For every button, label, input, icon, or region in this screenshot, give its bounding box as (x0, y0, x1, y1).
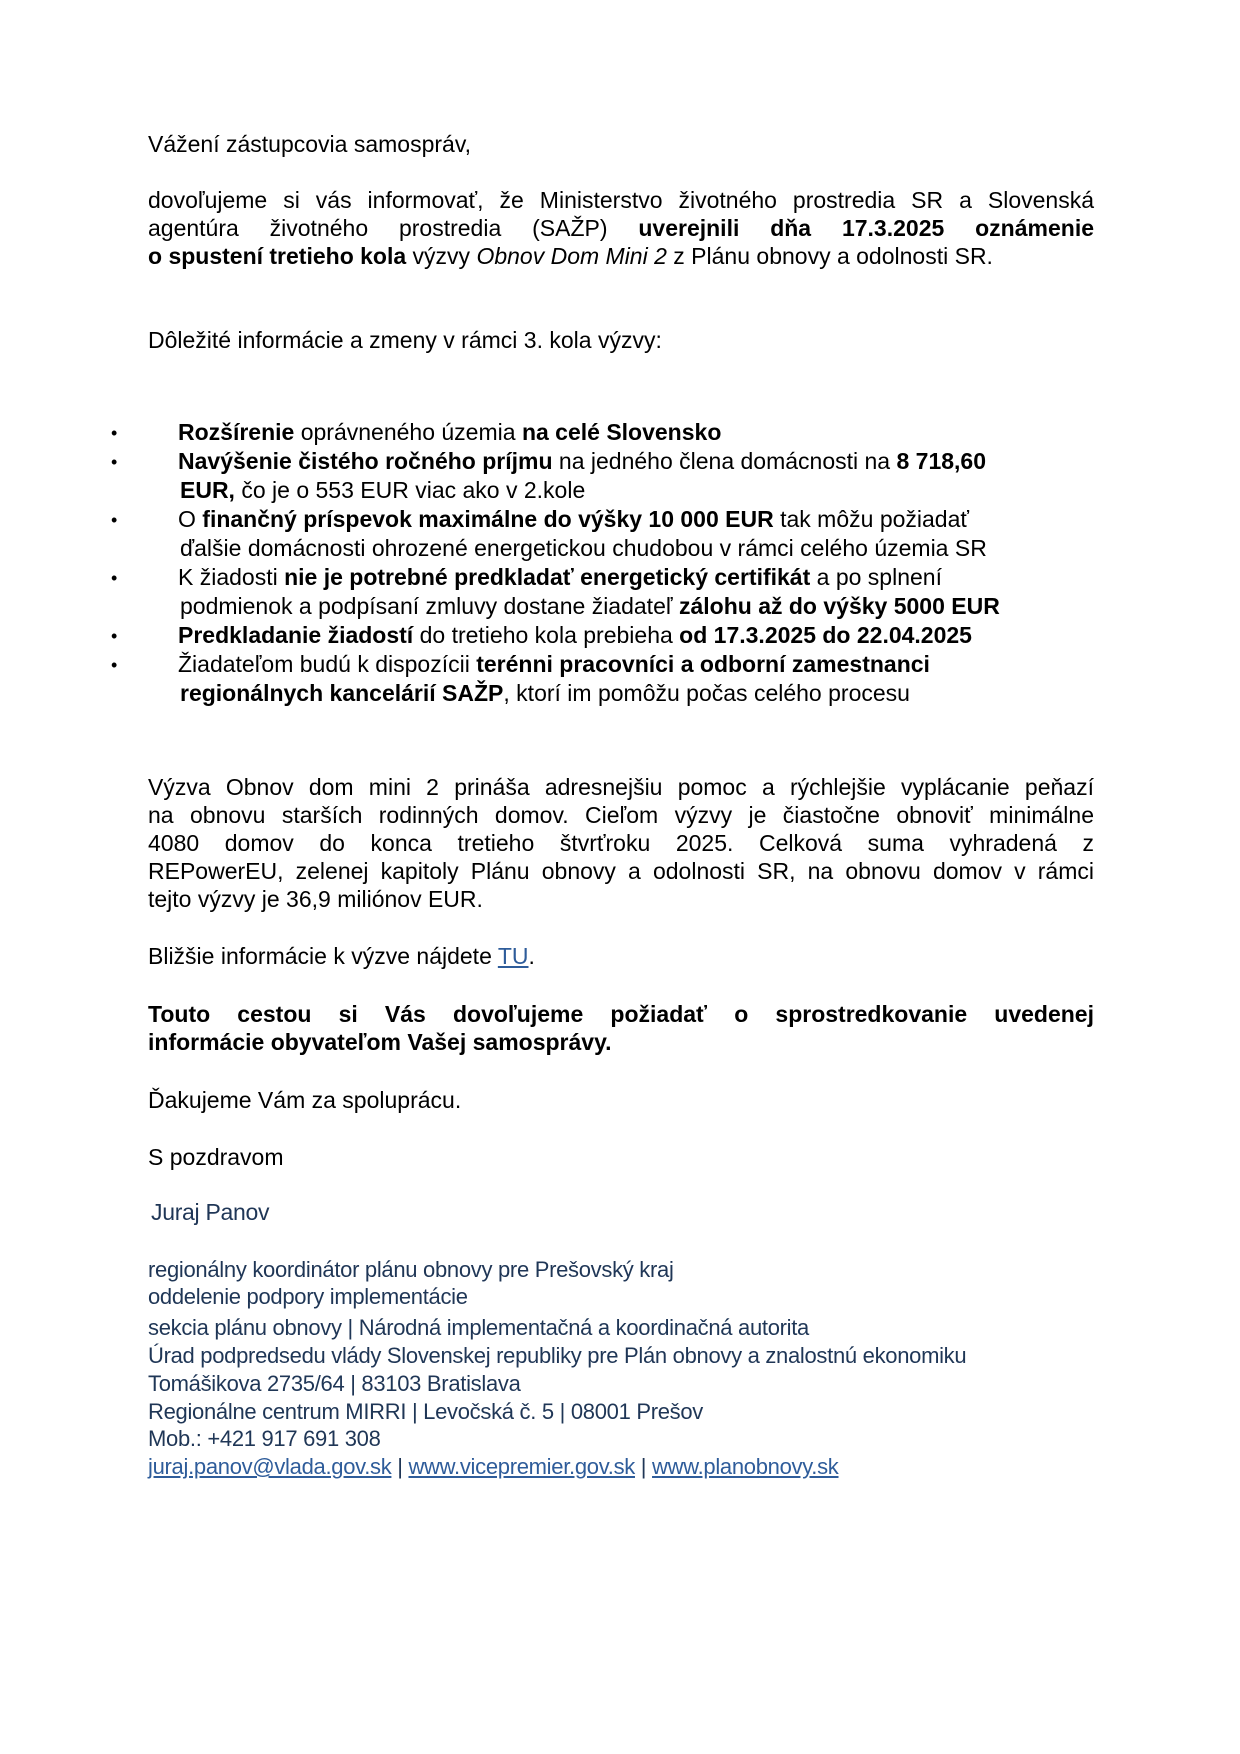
more-info-period: . (528, 943, 535, 969)
bullet-icon: • (111, 626, 118, 646)
emphasis-text: nie je potrebné predkladať energetický certifikát (284, 564, 811, 590)
list-text: podmienok a podpísaní zmluvy dostane žiadateľ (180, 593, 679, 619)
signature-line: sekcia plánu obnovy | Národná implementačná a koordinačná autorita (148, 1315, 809, 1340)
summary-line: REPowerEU, zelenej kapitoly Plánu obnovy a odolnosti SR, na obnovu domov v rámci (148, 858, 1094, 884)
list-item-line (178, 418, 721, 447)
signature-line: Regionálne centrum MIRRI | Levočská č. 5 | 08001 Prešov (148, 1399, 703, 1424)
list-item-line (178, 650, 930, 679)
emphasis-text: na celé Slovensko (521, 419, 722, 445)
regards: S pozdravom (148, 1144, 284, 1170)
list-item-line (180, 534, 987, 563)
list-item-line (178, 505, 969, 534)
list-item-line (178, 563, 942, 592)
bullet-icon: • (111, 452, 118, 472)
link-separator: | (634, 1454, 653, 1479)
intro-line-3 (148, 242, 993, 271)
list-text: tak môžu požiadať (773, 506, 970, 532)
intro-launch: o spustení tretieho kola (148, 243, 407, 269)
list-text: K žiadosti (178, 564, 285, 590)
signature-line: regionálny koordinátor plánu obnovy pre Prešovský kraj (148, 1257, 674, 1282)
bullet-icon: • (111, 423, 118, 443)
emphasis-text: EUR, (180, 477, 235, 503)
list-text: oprávneného územia (294, 419, 522, 445)
list-text: na jedného člena domácnosti na (552, 448, 897, 474)
signature-links (148, 1453, 839, 1480)
request-line-2: informácie obyvateľom Vašej samosprávy. (148, 1029, 612, 1055)
request-line-1: Touto cestou si Vás dovoľujeme požiadať o sprostredkovanie uvedenej (148, 1001, 1094, 1027)
emphasis-text: od 17.3.2025 do 22.04.2025 (679, 622, 972, 648)
list-text: O (178, 506, 203, 532)
list-item-line (180, 592, 1000, 621)
summary-line: Výzva Obnov dom mini 2 prináša adresnejšiu pomoc a rýchlejšie vyplácanie peňazí (148, 774, 1094, 800)
emphasis-text: 8 718,60 (896, 448, 987, 474)
intro-call-word: výzvy (406, 243, 477, 269)
summary-line: tejto výzvy je 36,9 miliónov EUR. (148, 886, 483, 912)
email-link[interactable]: juraj.panov@vlada.gov.sk (148, 1454, 392, 1479)
emphasis-text: Rozšírenie (178, 419, 295, 445)
intro-line-1: dovoľujeme si vás informovať, že Ministerstvo životného prostredia SR a Slovenská (148, 187, 1094, 213)
changes-heading: Dôležité informácie a zmeny v rámci 3. kola výzvy: (148, 327, 662, 353)
more-info-text: Bližšie informácie k výzve nájdete (148, 943, 498, 969)
intro-line-2 (148, 214, 1094, 243)
greeting: Vážení zástupcovia samospráv, (148, 131, 472, 157)
list-item-line (178, 621, 972, 650)
signature-line: oddelenie podpory implementácie (148, 1284, 468, 1309)
list-text: do tretieho kola prebieha (413, 622, 680, 648)
list-item-line (178, 447, 986, 476)
emphasis-text: terénni pracovníci a odborní zamestnanci (476, 651, 930, 677)
thanks: Ďakujeme Vám za spoluprácu. (148, 1087, 462, 1113)
summary-line: na obnovu starších rodinných domov. Cieľom výzvy je čiastočne obnoviť minimálne (148, 802, 1094, 828)
call-name: Obnov Dom Mini 2 (476, 243, 667, 269)
bullet-icon: • (111, 655, 118, 675)
signature-name: Juraj Panov (151, 1199, 270, 1225)
intro-agency: agentúra životného prostredia (SAŽP) (148, 215, 639, 241)
emphasis-text: Navýšenie čistého ročného príjmu (178, 448, 553, 474)
more-info-link[interactable]: TU (497, 943, 529, 969)
list-text: ďalšie domácnosti ohrozené energetickou chudobou v rámci celého územia SR (180, 535, 987, 561)
signature-line: Tomášikova 2735/64 | 83103 Bratislava (148, 1371, 521, 1396)
bullet-icon: • (111, 510, 118, 530)
emphasis-text: regionálnych kancelárií SAŽP (180, 680, 504, 706)
list-text: , ktorí im pomôžu počas celého procesu (503, 680, 910, 706)
intro-plan: z Plánu obnovy a odolnosti SR. (666, 243, 993, 269)
list-text: a po splnení (810, 564, 942, 590)
emphasis-text: finančný príspevok maximálne do výšky 10 000 EUR (202, 506, 774, 532)
vicepremier-link[interactable]: www.vicepremier.gov.sk (408, 1454, 635, 1479)
emphasis-text: Predkladanie žiadostí (178, 622, 414, 648)
list-item-line (180, 476, 585, 505)
summary-line: 4080 domov do konca tretieho štvrťroku 2025. Celková suma vyhradená z (148, 830, 1094, 856)
more-info (148, 942, 535, 971)
list-item-line (180, 679, 910, 708)
list-text: Žiadateľom budú k dispozícii (178, 651, 477, 677)
emphasis-text: zálohu až do výšky 5000 EUR (678, 593, 1000, 619)
planobnovy-link[interactable]: www.planobnovy.sk (652, 1454, 839, 1479)
intro-published: uverejnili dňa 17.3.2025 oznámenie (638, 215, 1094, 241)
list-text: čo je o 553 EUR viac ako v 2.kole (234, 477, 586, 503)
link-separator: | (391, 1454, 409, 1479)
signature-line: Mob.: +421 917 691 308 (148, 1426, 381, 1451)
signature-line: Úrad podpredsedu vlády Slovenskej republiky pre Plán obnovy a znalostnú ekonomiku (148, 1343, 967, 1368)
bullet-icon: • (111, 568, 118, 588)
